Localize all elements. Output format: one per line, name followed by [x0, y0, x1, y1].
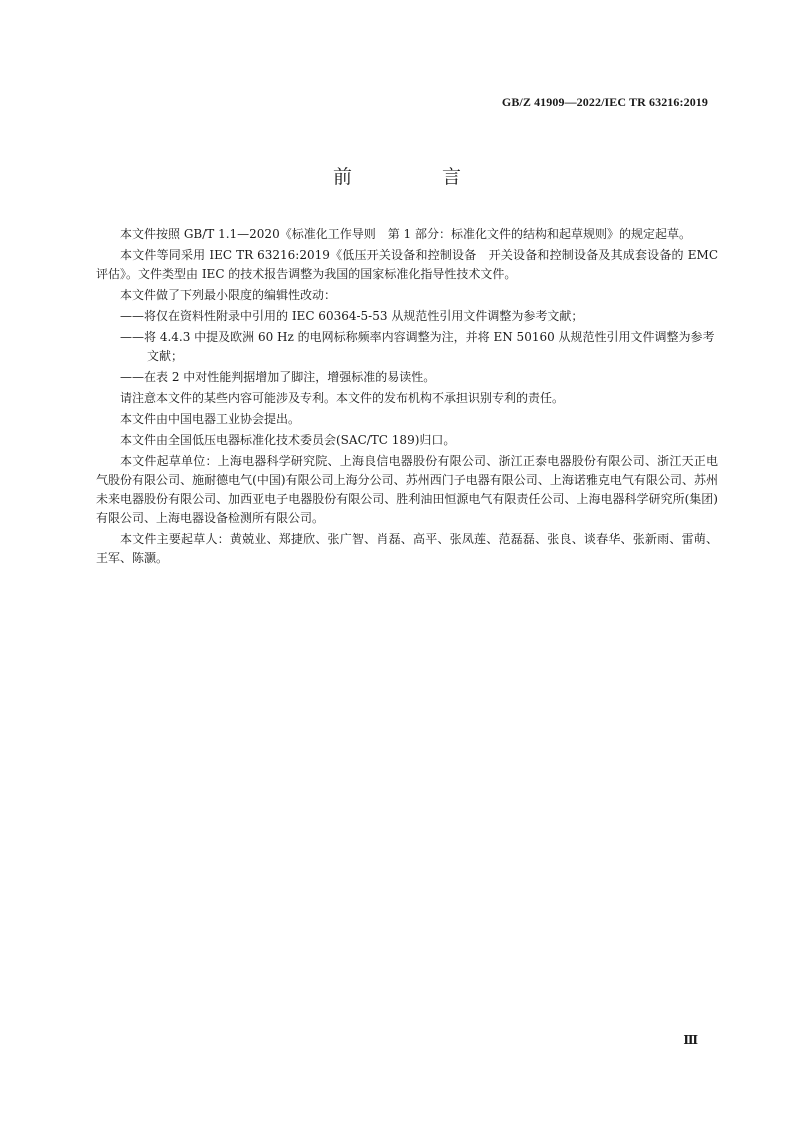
- list-item: ——将仅在资料性附录中引用的 IEC 60364-5-53 从规范性引用文件调整为参考文献；: [120, 309, 584, 323]
- standard-code-header: GB/Z 41909—2022/IEC TR 63216:2019: [501, 95, 708, 109]
- page-title: 前 言: [332, 166, 504, 188]
- document-body: [96, 225, 718, 570]
- paragraph-proposer: 本文件由中国电器工业协会提出。: [120, 412, 301, 426]
- page-number: Ⅲ: [683, 1033, 698, 1047]
- list-item: ——将 4.4.3 中提及欧洲 60 Hz 的电网标称频率内容调整为注，并将 EN 50160 从规范性引用文件调整为参考文献；: [120, 330, 715, 363]
- paragraph-adoption: 本文件等同采用 IEC TR 63216:2019《低压开关设备和控制设备 开关设备和控制设备及其成套设备的 EMC 评估》。文件类型由 IEC 的技术报告调整为我国的国家标准化指导性技术文件。: [96, 248, 718, 281]
- paragraph-editorial-changes: 本文件做了下列最小限度的编辑性改动：: [120, 288, 337, 302]
- paragraph-drafting-rules: 本文件按照 GB/T 1.1—2020《标准化工作导则 第 1 部分：标准化文件的结构和起草规则》的规定起草。: [120, 227, 691, 241]
- paragraph-technical-committee: 本文件由全国低压电器标准化技术委员会(SAC/TC 189)归口。: [120, 433, 456, 447]
- paragraph-patent-notice: 请注意本文件的某些内容可能涉及专利。本文件的发布机构不承担识别专利的责任。: [120, 391, 565, 405]
- paragraph-drafting-units: 本文件起草单位：上海电器科学研究院、上海良信电器股份有限公司、浙江正泰电器股份有限公司、浙江天正电气股份有限公司、施耐德电气(中国)有限公司上海分公司、苏州西门子电器有限公司、上海诺雅克电气有限公司、苏州未来电器股份有限公司、加西亚电子电器股份有限公司、胜利油田恒源电气有限责任公司、上海电器科学研究所(集团)有限公司、上海电器设备检测所有限公司。: [96, 454, 718, 525]
- paragraph-drafters: 本文件主要起草人：黄兢业、郑捷欣、张广智、肖磊、高平、张凤莲、范磊磊、张良、谈春华、张新雨、雷萌、王军、陈灏。: [96, 532, 718, 565]
- list-item: ——在表 2 中对性能判据增加了脚注，增强标准的易读性。: [120, 370, 436, 384]
